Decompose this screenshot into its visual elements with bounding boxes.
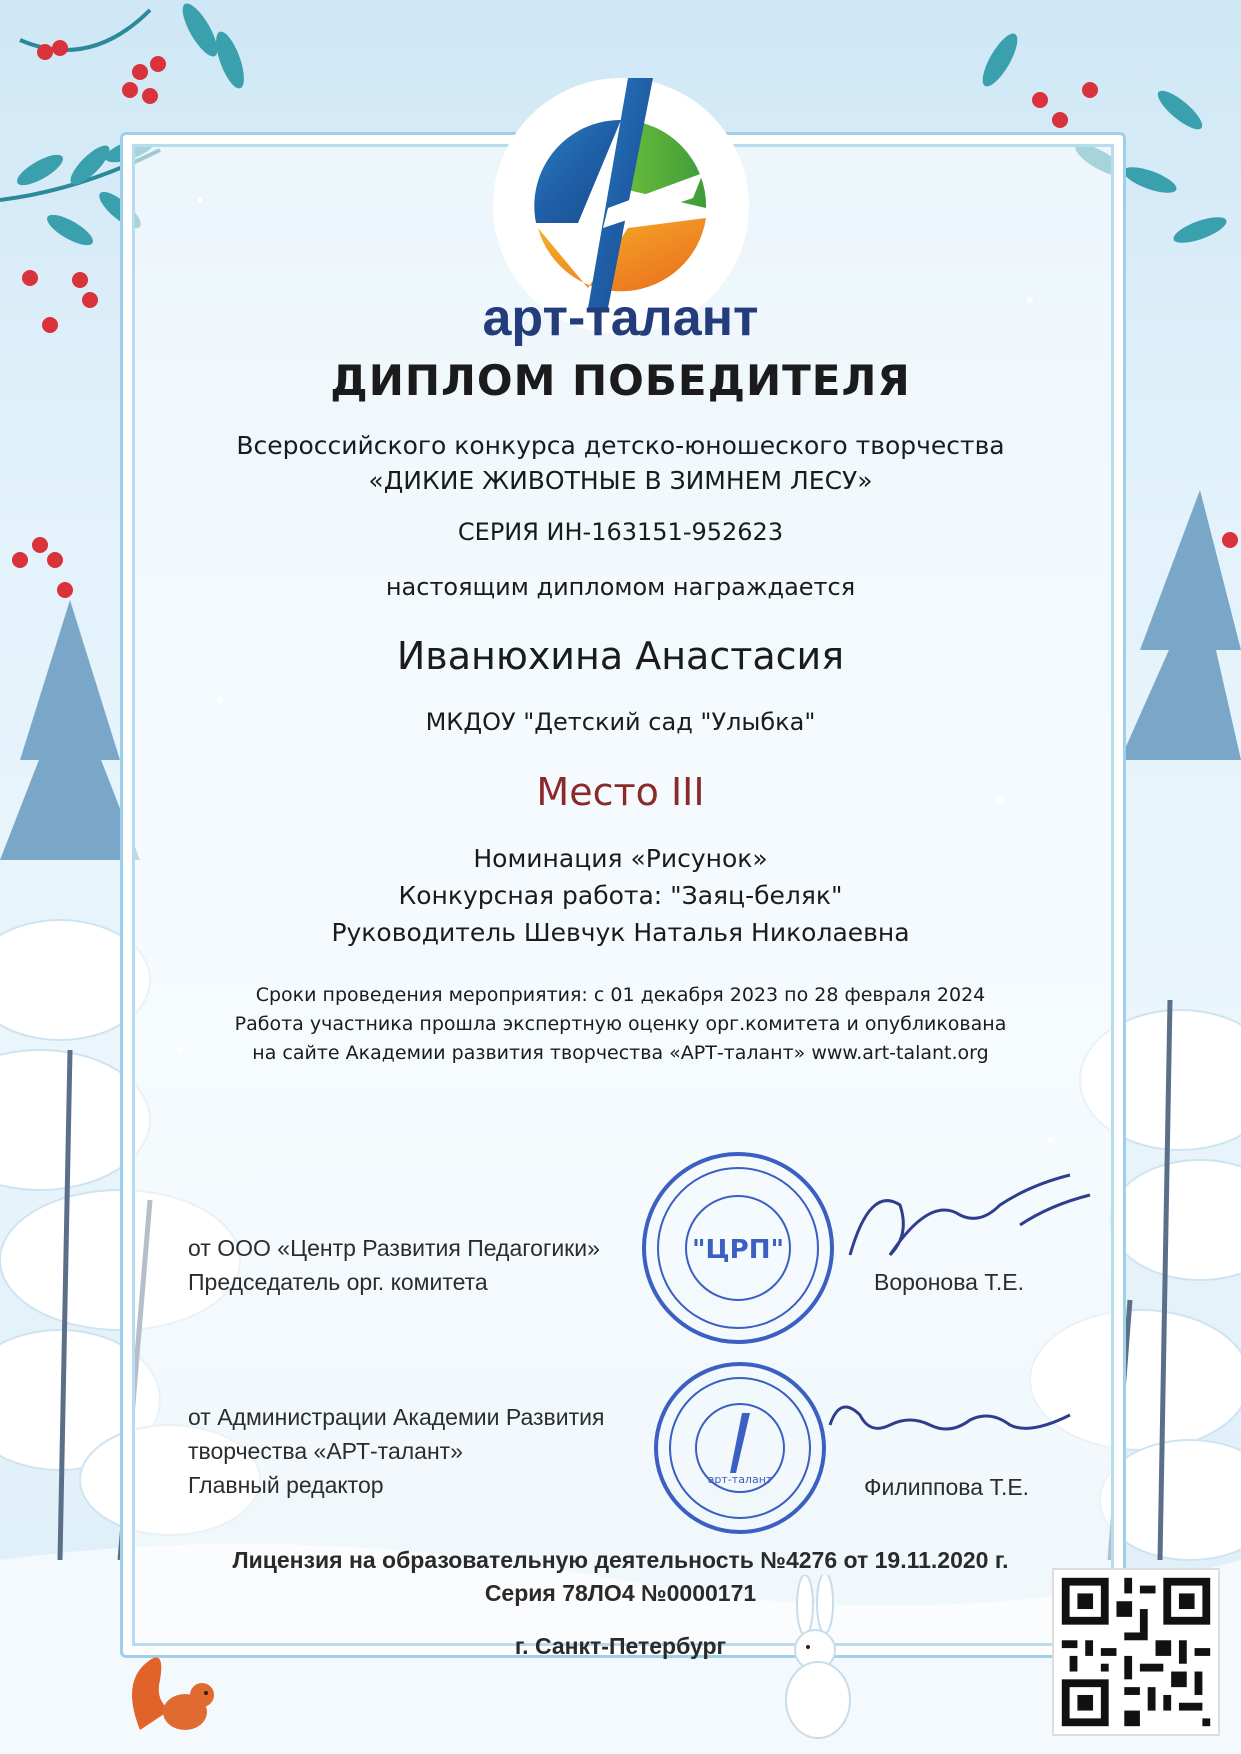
supervisor: Руководитель Шевчук Наталья Николаевна bbox=[331, 918, 910, 947]
signature-block-crp bbox=[188, 1231, 600, 1299]
contest-description bbox=[0, 428, 1241, 498]
contest-work: Конкурсная работа: "Заяц-беляк" bbox=[398, 881, 843, 910]
award-place: Место III bbox=[536, 770, 705, 814]
license-text: Лицензия на образовательную деятельность №4276 от 19.11.2020 г. bbox=[232, 1547, 1009, 1573]
filippova-signature-icon bbox=[820, 1385, 1080, 1465]
diploma-series: СЕРИЯ ИН-163151-952623 bbox=[457, 518, 784, 546]
awarded-text: настоящим дипломом награждается bbox=[385, 573, 856, 601]
voronova-name: Воронова Т.Е. bbox=[874, 1269, 1024, 1295]
admin-org-line2: творчества «АРТ-талант» bbox=[188, 1438, 463, 1464]
nomination: Номинация «Рисунок» bbox=[473, 844, 768, 873]
squirrel-icon bbox=[120, 1640, 230, 1740]
crp-stamp-icon bbox=[638, 1148, 838, 1348]
contest-description-line1: Всероссийского конкурса детско-юношеского творчества bbox=[236, 431, 1005, 460]
filippova-name: Филиппова Т.Е. bbox=[864, 1474, 1030, 1500]
recipient-organization: МКДОУ "Детский сад "Улыбка" bbox=[425, 708, 816, 736]
logo-brand-text: арт-талант bbox=[482, 289, 759, 347]
qr-code[interactable] bbox=[1052, 1568, 1220, 1736]
event-terms bbox=[0, 981, 1241, 1068]
publication-note: на сайте Академии развития творчества «АРТ-талант» www.art-talant.org bbox=[252, 1042, 989, 1064]
art-talant-stamp-icon bbox=[650, 1358, 830, 1538]
crp-role-line: Председатель орг. комитета bbox=[188, 1269, 488, 1295]
nomination-block bbox=[0, 840, 1241, 951]
hare-icon bbox=[760, 1575, 870, 1745]
recipient-name: Иванюхина Анастасия bbox=[396, 634, 845, 678]
crp-stamp-text: "ЦРП" bbox=[691, 1235, 785, 1265]
city-text: г. Санкт-Петербург bbox=[514, 1633, 727, 1659]
qr-code-icon bbox=[1054, 1570, 1218, 1734]
art-talant-stamp-text: арт-талант bbox=[707, 1473, 773, 1486]
contest-name: «ДИКИЕ ЖИВОТНЫЕ В ЗИМНЕМ ЛЕСУ» bbox=[368, 466, 873, 495]
event-dates: Сроки проведения мероприятия: с 01 декабря 2023 по 28 февраля 2024 bbox=[255, 984, 986, 1006]
license-series: Серия 78ЛО4 №0000171 bbox=[484, 1580, 757, 1606]
crp-org-line: от ООО «Центр Развития Педагогики» bbox=[188, 1235, 600, 1261]
signature-block-art-talant bbox=[188, 1400, 604, 1502]
editor-role-line: Главный редактор bbox=[188, 1472, 384, 1498]
diploma-title: ДИПЛОМ ПОБЕДИТЕЛЯ bbox=[330, 356, 911, 405]
evaluation-note: Работа участника прошла экспертную оценку орг.комитета и опубликована bbox=[234, 1013, 1007, 1035]
admin-org-line: от Администрации Академии Развития bbox=[188, 1404, 605, 1430]
voronova-signature-icon bbox=[840, 1165, 1100, 1275]
